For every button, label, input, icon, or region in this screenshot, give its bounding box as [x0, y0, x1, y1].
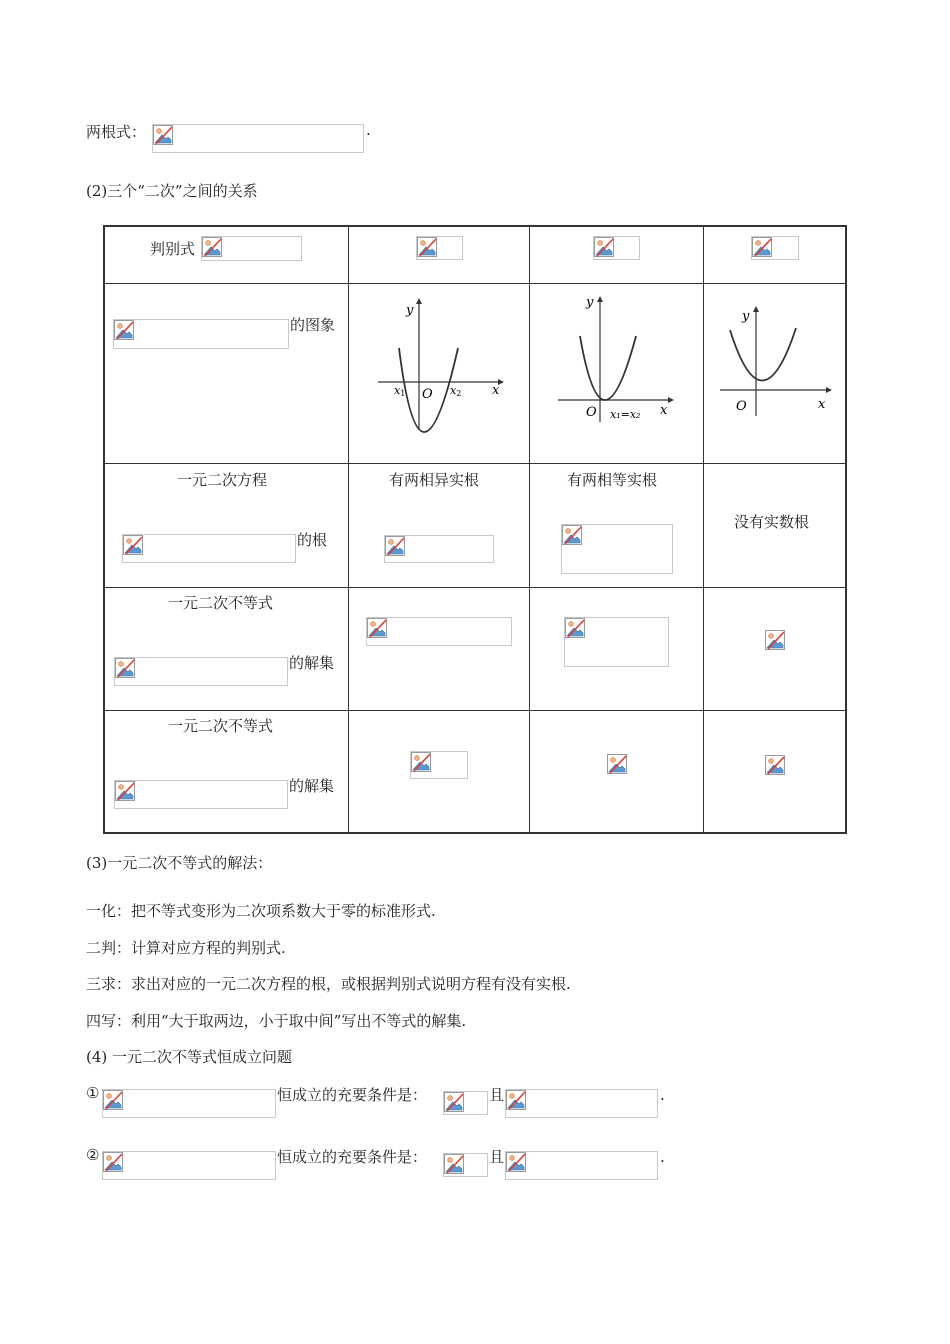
formula-image-placeholder — [443, 1091, 488, 1115]
table-col-line — [529, 225, 530, 834]
parabola-graph-two-roots — [370, 296, 504, 436]
item-marker-1: ① — [86, 1084, 100, 1102]
step-normalize: 一化：把不等式变形为二次项系数大于零的标准形式. — [86, 902, 436, 920]
broken-image-icon — [594, 237, 614, 257]
formula-image-placeholder — [114, 657, 288, 686]
formula-image-placeholder — [410, 751, 468, 779]
solution-set-suffix: 的解集 — [289, 777, 335, 795]
table-row-line — [103, 587, 847, 588]
table-col-line — [703, 225, 704, 834]
broken-image-icon — [765, 755, 785, 775]
section-4-title: (4) 一元二次不等式恒成立问题 — [86, 1048, 293, 1066]
formula-image-placeholder — [564, 617, 669, 667]
y-axis-arrow — [753, 306, 759, 312]
broken-image-icon — [115, 658, 135, 678]
broken-image-icon — [506, 1152, 526, 1172]
and-conjunction: 且 — [489, 1148, 505, 1166]
broken-image-icon — [115, 781, 135, 801]
formula-image-placeholder — [152, 124, 364, 153]
broken-image-icon — [202, 237, 222, 257]
formula-image-placeholder — [443, 1153, 488, 1177]
broken-image-icon — [565, 618, 585, 638]
section-2-title: (2)三个“二次”之间的关系 — [86, 182, 258, 200]
no-real-roots: 没有实数根 — [734, 513, 810, 531]
formula-image-placeholder — [593, 236, 640, 260]
solution-set-suffix: 的解集 — [289, 654, 335, 672]
step-discriminant: 二判：计算对应方程的判别式. — [86, 939, 286, 957]
y-label: y — [742, 309, 750, 324]
formula-image-placeholder — [751, 236, 799, 260]
two-equal-roots: 有两相等实根 — [567, 471, 658, 489]
formula-image-placeholder — [122, 534, 296, 563]
table-border-bottom — [103, 832, 847, 834]
step-write-solution: 四写：利用“大于取两边，小于取中间”写出不等式的解集. — [86, 1012, 467, 1030]
table-row-line — [103, 710, 847, 711]
formula-image-placeholder — [505, 1151, 658, 1180]
parabola-graph-double-root — [552, 292, 676, 426]
section-3-title: (3)一元二次不等式的解法： — [86, 854, 273, 872]
x-label: x — [492, 383, 500, 398]
formula-image-placeholder — [384, 535, 494, 563]
graph-row-suffix: 的图象 — [290, 316, 336, 334]
y-axis-arrow — [597, 296, 603, 302]
formula-image-placeholder — [505, 1089, 658, 1118]
item-marker-2: ② — [86, 1146, 100, 1164]
table-row-line — [103, 283, 847, 284]
formula-image-placeholder — [113, 319, 289, 349]
x-axis-arrow — [668, 397, 674, 403]
quadratic-inequality-title: 一元二次不等式 — [168, 594, 274, 612]
origin-label: O — [586, 405, 597, 420]
broken-image-icon — [444, 1092, 464, 1112]
root-x2-label — [450, 384, 461, 398]
y-axis-arrow — [416, 298, 422, 304]
parabola-curve — [580, 336, 636, 400]
broken-image-icon — [752, 237, 772, 257]
formula-image-placeholder — [102, 1089, 276, 1118]
formula-image-placeholder — [366, 617, 512, 646]
discriminant-label: 判别式 — [150, 240, 196, 258]
y-label: y — [586, 295, 594, 310]
broken-image-icon — [103, 1090, 123, 1110]
broken-image-icon — [506, 1090, 526, 1110]
condition-text: 恒成立的充要条件是： — [277, 1148, 428, 1166]
table-border-right — [845, 225, 847, 834]
table-border-top — [103, 225, 847, 227]
formula-image-placeholder — [416, 236, 463, 260]
formula-image-placeholder — [561, 524, 673, 574]
broken-image-icon — [114, 320, 134, 340]
double-root-label: x₁=x₂ — [610, 408, 641, 421]
period: . — [660, 1086, 665, 1104]
x-axis-arrow — [826, 387, 832, 393]
broken-image-icon — [417, 237, 437, 257]
roots-row-suffix: 的根 — [297, 531, 328, 549]
formula-image-placeholder — [102, 1151, 276, 1180]
broken-image-icon — [153, 125, 173, 145]
broken-image-icon — [411, 752, 431, 772]
origin-label: O — [736, 399, 747, 414]
formula-image-placeholder — [114, 780, 288, 809]
formula-image-placeholder — [201, 236, 302, 261]
table-border-left — [103, 225, 105, 834]
origin-label: O — [422, 387, 433, 402]
quadratic-equation-title: 一元二次方程 — [177, 471, 268, 489]
broken-image-icon — [103, 1152, 123, 1172]
broken-image-icon — [607, 754, 627, 774]
root-x1-sub: 1 — [400, 389, 406, 398]
broken-image-icon — [385, 536, 405, 556]
broken-image-icon — [562, 525, 582, 545]
root-x1-var: x — [394, 384, 401, 397]
x-label: x — [660, 403, 668, 418]
root-x2-var: x — [450, 384, 457, 397]
period: . — [366, 121, 371, 139]
two-root-label: 两根式： — [86, 123, 147, 141]
step-find-roots: 三求：求出对应的一元二次方程的根，或根据判别式说明方程有没有实根. — [86, 975, 571, 993]
two-distinct-roots: 有两相异实根 — [389, 471, 480, 489]
y-label: y — [406, 303, 414, 318]
root-x1-label — [394, 384, 405, 398]
table-row-line — [103, 463, 847, 464]
table-col-line — [348, 225, 349, 834]
broken-image-icon — [765, 630, 785, 650]
and-conjunction: 且 — [489, 1086, 505, 1104]
x-label: x — [818, 397, 826, 412]
broken-image-icon — [444, 1154, 464, 1174]
broken-image-icon — [367, 618, 387, 638]
quadratic-inequality-title: 一元二次不等式 — [168, 717, 274, 735]
parabola-graph-no-roots — [716, 302, 836, 420]
parabola-curve — [730, 328, 796, 381]
broken-image-icon — [123, 535, 143, 555]
period: . — [660, 1148, 665, 1166]
condition-text: 恒成立的充要条件是： — [277, 1086, 428, 1104]
root-x2-sub: 2 — [456, 389, 462, 398]
